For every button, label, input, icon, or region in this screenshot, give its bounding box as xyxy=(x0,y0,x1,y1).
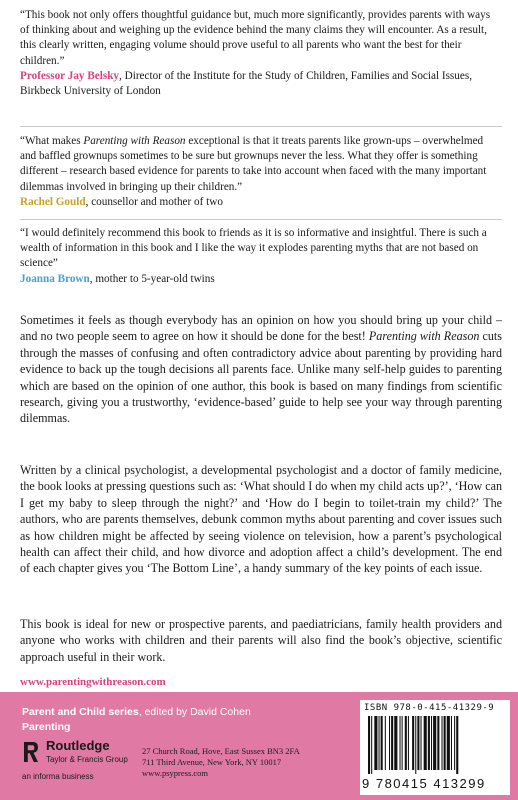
publisher-name: Routledge xyxy=(46,738,110,753)
barcode-bar xyxy=(391,716,393,770)
publisher-tagline: an informa business xyxy=(22,772,94,781)
barcode-bar xyxy=(408,716,409,770)
endorser-name: Rachel Gould xyxy=(20,195,86,208)
barcode-bar xyxy=(381,716,383,770)
barcode-bar xyxy=(405,716,407,770)
barcode-bar xyxy=(431,716,432,770)
endorsement-quote-3 xyxy=(20,226,502,287)
barcode-bar xyxy=(379,716,380,770)
endorser-role: , Director of the Institute for the Study of Children, Families and Social Issues, Birkbeck University of London xyxy=(20,69,472,98)
barcode-bar xyxy=(374,716,377,770)
barcode-bar xyxy=(451,716,452,770)
barcode-bar xyxy=(412,716,414,770)
endorser-role: , mother to 5-year-old twins xyxy=(89,272,215,285)
publisher-address xyxy=(142,746,300,779)
description-paragraph-3: This book is ideal for new or prospective parents, and paediatricians, family health providers and anyone who works with children and their parents will also find the book’s objective, scientific approach useful in their work. xyxy=(20,617,502,664)
barcode-bar xyxy=(437,716,439,770)
paragraph-text: Sometimes it feels as though everybody has an opinion on how you should bring up your child – and no two people seem to agree on how it should be done for the best! xyxy=(20,313,502,344)
endorser-name: Professor Jay Belsky xyxy=(20,69,120,82)
barcode-bar xyxy=(454,716,455,770)
barcode-bar xyxy=(433,716,436,770)
endorser-role: , counsellor and mother of two xyxy=(85,195,223,208)
description-paragraph-2: Written by a clinical psychologist, a developmental psychologist and a doctor of family medicine, the book looks at pressing questions such as: ‘What should I do when my child acts up?’, ‘How can I get my baby to sleep through the night?’ and ‘How do I begin to toilet-train my child?’ The authors, who are parents themselves, debunk common myths about parenting and cover issues such as how children might be affected by seeing violence on television, how a parent’s psychological health can affect their child, and how divorce and adoption affect a child’s development. The end of each chapter gives you ‘The Bottom Line’, a handy summary of the key points of each issue. xyxy=(20,463,502,576)
barcode-bar xyxy=(428,716,430,770)
description-paragraph-1 xyxy=(20,312,502,427)
endorsement-quote-1 xyxy=(20,8,502,99)
divider xyxy=(20,126,502,127)
address-line: 27 Church Road, Hove, East Sussex BN3 2FA xyxy=(142,746,300,756)
paragraph-text: cuts through the masses of confusing and often contradictory advice about parenting by providing hard evidence to back up the tough decisions all parents face. Unlike many self-help guides to parenting which are based on the opinion of one author, this book is based on many findings from scientific research, giving you a trustworthy, ‘evidence-based’ guide to help see your way through parenting dilemmas. xyxy=(20,329,502,426)
publisher-group: Taylor & Francis Group xyxy=(46,755,128,764)
series-line xyxy=(22,706,251,718)
quote-text-post: exceptional is that it treats parents like grown-ups – overwhelmed and baffled grownups sometimes to be sure but grownups never the less. What they offer is something different – research based evidence for parents to take into account when faced with the many important dilemmas involved in bringing up their children.” xyxy=(20,135,487,193)
back-cover-top xyxy=(0,0,518,305)
address-line: 711 Third Avenue, New York, NY 10017 xyxy=(142,757,282,767)
isbn-barcode xyxy=(360,700,510,795)
series-editor: , edited by David Cohen xyxy=(138,706,251,718)
barcode-icon xyxy=(368,716,502,776)
book-title-italic: Parenting with Reason xyxy=(368,329,480,344)
barcode-bar xyxy=(389,716,390,770)
isbn-label: ISBN 978-0-415-41329-9 xyxy=(364,703,495,713)
barcode-bar xyxy=(442,716,443,770)
barcode-bar xyxy=(417,716,419,770)
endorser-name: Joanna Brown xyxy=(20,272,90,285)
barcode-bar xyxy=(424,716,427,770)
barcode-bar xyxy=(456,716,458,774)
barcode-bar xyxy=(421,716,422,770)
quote-attribution xyxy=(20,69,502,99)
address-line: www.psypress.com xyxy=(142,768,209,778)
routledge-logo-icon xyxy=(22,740,40,764)
barcode-bar xyxy=(444,716,446,770)
website-link[interactable]: www.parentingwithreason.com xyxy=(20,676,166,688)
barcode-bar xyxy=(394,716,397,770)
barcode-bar xyxy=(415,716,416,774)
subject-category: Parenting xyxy=(22,721,71,733)
barcode-bar xyxy=(368,716,370,774)
book-title-italic: Parenting with Reason xyxy=(83,135,186,147)
barcode-bar xyxy=(447,716,450,770)
quote-attribution xyxy=(20,195,502,210)
quote-attribution xyxy=(20,272,502,287)
divider xyxy=(20,219,502,220)
quote-text-pre: “What makes xyxy=(20,135,84,147)
isbn-digits: 9 780415 413299 xyxy=(362,776,486,791)
series-name: Parent and Child series xyxy=(22,706,139,718)
barcode-bar xyxy=(402,716,403,770)
barcode-bar xyxy=(400,716,401,770)
endorsement-quote-2 xyxy=(20,134,502,210)
quote-text: “I would definitely recommend this book to friends as it is so informative and insightful. There is such a wealth of information in this book and I like the way it explodes parenting myths that are not based on science” xyxy=(20,227,487,270)
barcode-bar xyxy=(385,716,386,770)
barcode-bar xyxy=(371,716,372,774)
quote-text: “This book not only offers thoughtful guidance but, much more significantly, provides parents with ways of thinking about and weighing up the evidence behind the many claims they will encounter. As a result, this clearly written, engaging volume should prove useful to all parents who want the best for their children.” xyxy=(20,9,491,67)
